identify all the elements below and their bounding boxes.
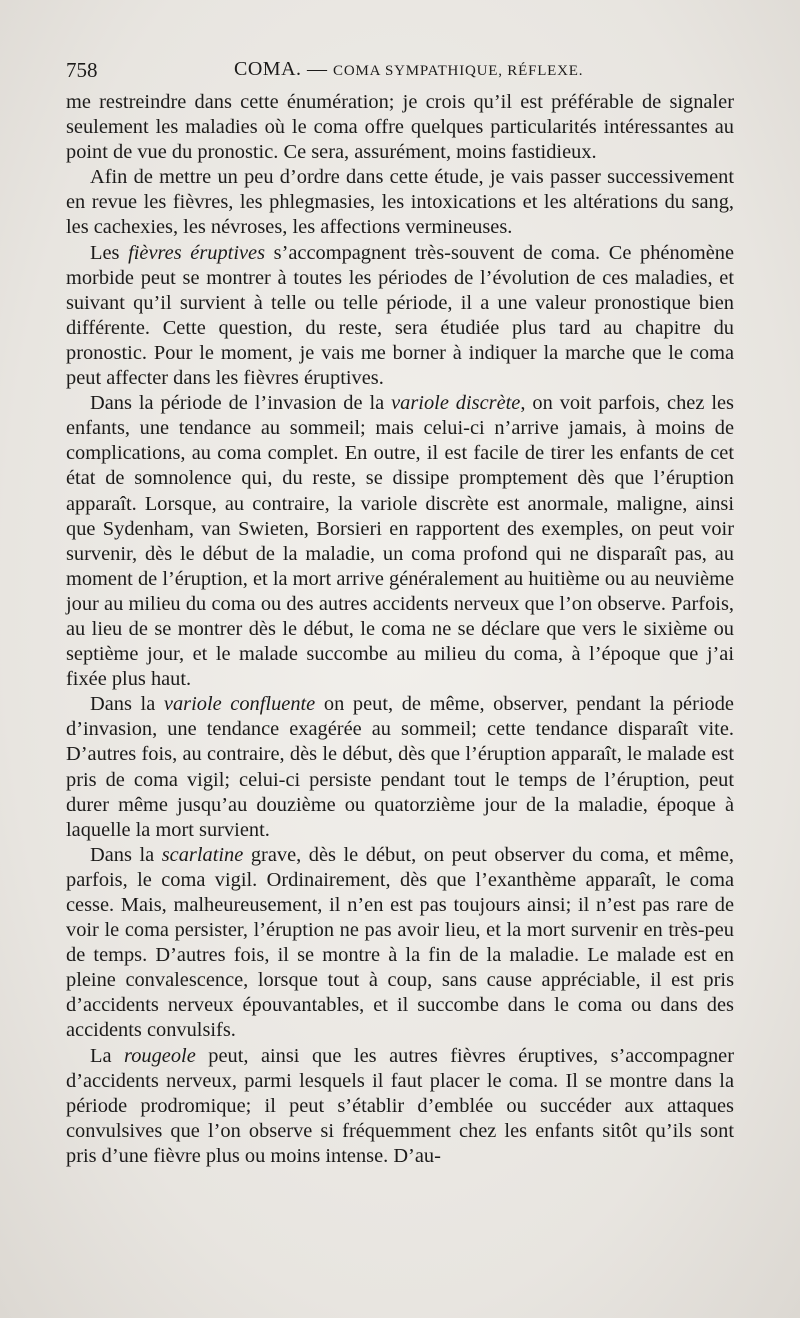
paragraph-text: peut, ainsi que les autres fièvres éruptives, s’accompagner d’accidents nerveux, parmi lesquels il faut placer le coma. Il se montre dans la période prodromique; il peut s’établir d’emblée ou succéder aux attaques convulsives que l’on observe si fréquemment chez les enfants sitôt qu’ils sont pris d’une fièvre plus ou moins intense. D’au- [66, 1044, 734, 1167]
paragraph-text: Dans la [90, 693, 164, 716]
paragraph-text: , on voit parfois, chez les enfants, une tendance au sommeil; mais celui-ci n’arrive jamais, à moins de complications, au coma complet. En outre, il est facile de tirer les enfants de cet état de somnolence qui, du reste, se dissipe promptement dès que l’éruption apparaît. Lorsque, au contraire, la variole discrète est anormale, maligne, ainsi que Sydenham, van Swieten, Borsieri en rapportent des exemples, on peut voir survenir, dès le début de la maladie, un coma profond qui ne disparaît pas, au moment de l’éruption, et la mort arrive généralement au huitième ou au neuvième jour au milieu du coma ou des autres accidents nerveux que l’on observe. Parfois, au lieu de se montrer dès le début, le coma ne se déclare que vers le sixième ou septième jour, et le malade succombe au milieu du coma, à l’époque que j’ai fixée plus haut. [66, 392, 734, 691]
running-head-dash: — [307, 58, 328, 80]
paragraph-2 [66, 165, 734, 240]
italic-term: scarlatine [161, 843, 244, 866]
paragraph-3 [66, 241, 734, 392]
paragraph-6 [66, 843, 734, 1044]
running-head [234, 58, 583, 81]
paragraph-7 [66, 1044, 734, 1169]
page-header [66, 58, 734, 90]
paragraph-text: Dans la période de l’invasion de la [90, 392, 392, 415]
paragraph-4 [66, 391, 734, 692]
paragraph-5 [66, 692, 734, 843]
body-text [66, 90, 734, 1169]
paragraph-text: me restreindre dans cette énumération; je crois qu’il est préférable de signaler seulement les maladies où le coma offre quelques particularités intéressantes au point de vue du pronostic. Ce sera, assurément, moins fastidieux. [66, 91, 734, 164]
running-head-subtitle: COMA SYMPATHIQUE, RÉFLEXE. [333, 63, 584, 79]
paragraph-text: Afin de mettre un peu d’ordre dans cette étude, je vais passer successivement en revue les fièvres, les phlegmasies, les intoxications et les altérations du sang, les cachexies, les névroses, les affections vermineuses. [66, 166, 734, 239]
paragraph-text: on peut, de même, observer, pendant la période d’invasion, une tendance exagérée au sommeil; cette tendance disparaît vite. D’autres fois, au contraire, dès le début, dès que l’éruption apparaît, le malade est pris de coma vigil; celui-ci persiste pendant tout le temps de l’éruption, peut durer même jusqu’au douzième ou quatorzième jour de la maladie, époque à laquelle la mort survient. [66, 693, 734, 841]
italic-term: variole confluente [163, 693, 316, 716]
italic-term: fièvres éruptives [128, 241, 266, 264]
paragraph-text: grave, dès le début, on peut observer du coma, et même, parfois, le coma vigil. Ordinairement, dès que l’exanthème apparaît, le coma cesse. Mais, malheureusement, il n’en est pas toujours ainsi; il n’est pas rare de voir le coma persister, l’éruption ne pas avoir lieu, et la mort survenir en très-peu de temps. D’autres fois, il se montre à la fin de la maladie. Le malade est en pleine convalescence, lorsque tout à coup, sans cause appréciable, il est pris d’accidents nerveux épouvantables, et il succombe dans le coma ou dans des accidents convulsifs. [66, 843, 734, 1042]
paragraph-1 [66, 90, 734, 165]
paragraph-text: Les [90, 241, 129, 264]
running-head-main: COMA. [234, 58, 302, 80]
paragraph-text: La [90, 1044, 125, 1067]
paragraph-text: s’accompagnent très-souvent de coma. Ce phénomène morbide peut se montrer à toutes les périodes de l’évolution de ces maladies, et suivant qu’il survient à telle ou telle période, il a une valeur pronostique bien différente. Cette question, du reste, sera étudiée plus tard au chapitre du pronostic. Pour le moment, je vais me borner à indiquer la marche que le coma peut affecter dans les fièvres éruptives. [66, 241, 734, 390]
paragraph-text: Dans la [90, 843, 162, 866]
page-number: 758 [66, 58, 98, 82]
italic-term: rougeole [124, 1044, 196, 1067]
italic-term: variole discrète [391, 392, 521, 415]
